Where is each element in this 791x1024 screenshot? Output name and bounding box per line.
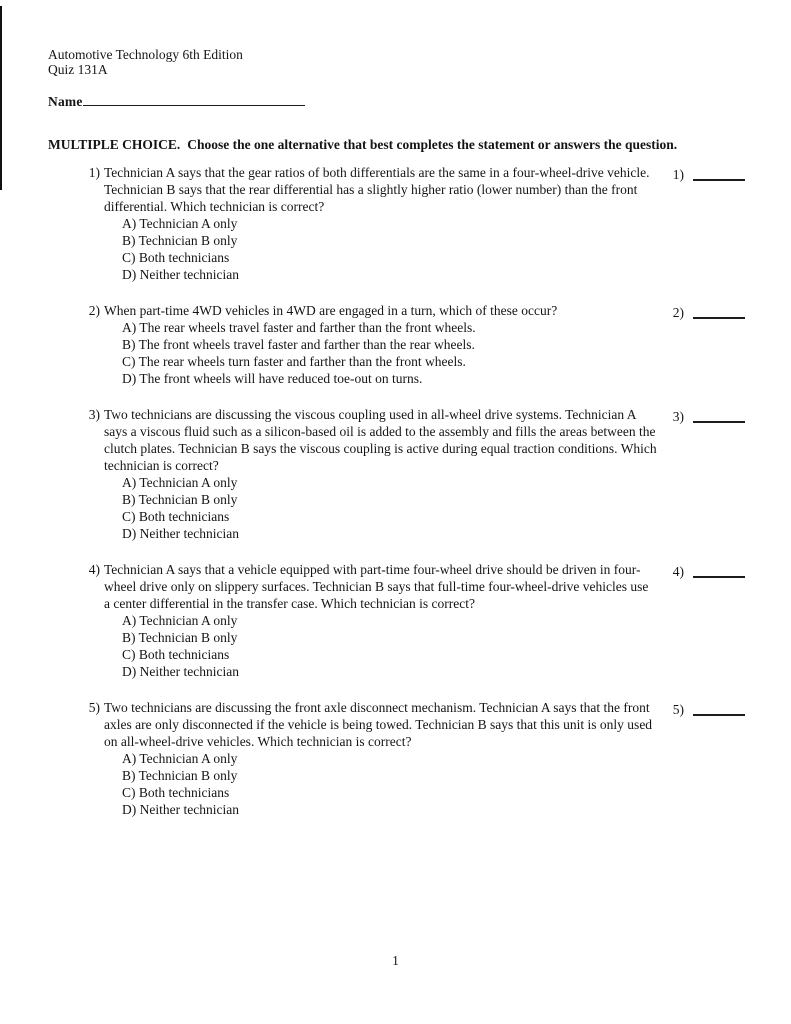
option-list [104, 612, 657, 680]
option-list [104, 750, 657, 818]
answer-number: 2) [672, 305, 684, 320]
question-body [104, 699, 657, 818]
option-a: A) Technician A only [122, 751, 238, 766]
question-body [104, 561, 657, 680]
option-b: B) The front wheels travel faster and farther than the rear wheels. [122, 337, 475, 352]
option-d: D) Neither technician [122, 526, 239, 541]
question-number: 1) [88, 165, 100, 180]
answer-slot [673, 699, 745, 718]
name-label: Name [48, 94, 83, 109]
option-a: A) Technician A only [122, 216, 238, 231]
option-list [104, 474, 657, 542]
answer-number: 1) [672, 167, 684, 182]
question-body [104, 164, 657, 283]
option-d: D) The front wheels will have reduced toe-out on turns. [122, 371, 423, 386]
instructions-heading [48, 136, 745, 153]
answer-number: 4) [672, 564, 684, 579]
question-number: 2) [88, 303, 100, 318]
question-text: Two technicians are discussing the viscous coupling used in all-wheel drive systems. Technician A says a viscous fluid such as a silicon-based oil is added to the assembly and fills the areas between the clutch plates. Technician B says the viscous coupling is active during equal traction conditions. Which technician is correct? [104, 407, 657, 473]
option-c: C) Both technicians [122, 647, 230, 662]
option-b: B) Technician B only [122, 233, 238, 248]
question-list [48, 164, 745, 818]
instructions-prefix: MULTIPLE CHOICE. [48, 137, 181, 152]
answer-slot [673, 302, 745, 321]
option-a: A) Technician A only [122, 475, 238, 490]
question-body [104, 302, 657, 387]
option-d: D) Neither technician [122, 664, 239, 679]
option-c: C) Both technicians [122, 250, 230, 265]
question-text: Technician A says that the gear ratios of both differentials are the same in a four-wheel-drive vehicle. Technician B says that the rear differential has a slightly higher ratio (lower number) than the front differential. Which technician is correct? [104, 165, 650, 214]
option-a: A) The rear wheels travel faster and farther than the front wheels. [122, 320, 476, 335]
answer-slot [673, 561, 745, 580]
name-row [48, 92, 745, 110]
question-number: 4) [88, 562, 100, 577]
question-5 [48, 699, 745, 818]
question-text: Technician A says that a vehicle equipped with part-time four-wheel drive should be driven in four-wheel drive only on slippery surfaces. Technician B says that full-time four-wheel-drive vehicles use a center differential in the transfer case. Which technician is correct? [104, 562, 649, 611]
option-list [104, 215, 657, 283]
question-number: 5) [88, 700, 100, 715]
option-d: D) Neither technician [122, 802, 239, 817]
question-3 [48, 406, 745, 542]
question-text: Two technicians are discussing the front axle disconnect mechanism. Technician A says that the front axles are only disconnected if the vehicle is being towed. Technician B says that this unit is only used on all-wheel-drive vehicles. Which technician is correct? [104, 700, 653, 749]
option-c: C) The rear wheels turn faster and farther than the front wheels. [122, 354, 466, 369]
answer-number: 3) [672, 409, 684, 424]
page-number: 1 [392, 953, 399, 968]
option-list [104, 319, 657, 387]
answer-blank-line [693, 563, 745, 578]
answer-blank-line [693, 304, 745, 319]
question-1 [48, 164, 745, 283]
document-title: Automotive Technology 6th Edition [48, 47, 243, 62]
option-c: C) Both technicians [122, 785, 230, 800]
option-d: D) Neither technician [122, 267, 239, 282]
option-b: B) Technician B only [122, 630, 238, 645]
question-4 [48, 561, 745, 680]
question-number: 3) [88, 407, 100, 422]
answer-slot [673, 164, 745, 183]
option-b: B) Technician B only [122, 492, 238, 507]
answer-slot [673, 406, 745, 425]
instructions-text: Choose the one alternative that best completes the statement or answers the question. [187, 137, 678, 152]
answer-blank-line [693, 701, 745, 716]
question-text: When part-time 4WD vehicles in 4WD are engaged in a turn, which of these occur? [104, 303, 558, 318]
answer-blank-line [693, 408, 745, 423]
option-b: B) Technician B only [122, 768, 238, 783]
scan-edge-line [0, 6, 2, 190]
option-a: A) Technician A only [122, 613, 238, 628]
option-c: C) Both technicians [122, 509, 230, 524]
question-2 [48, 302, 745, 387]
question-body [104, 406, 657, 542]
quiz-number: Quiz 131A [48, 62, 108, 77]
name-blank-line [83, 92, 305, 106]
answer-blank-line [693, 166, 745, 181]
document-header [48, 47, 745, 77]
answer-number: 5) [672, 702, 684, 717]
